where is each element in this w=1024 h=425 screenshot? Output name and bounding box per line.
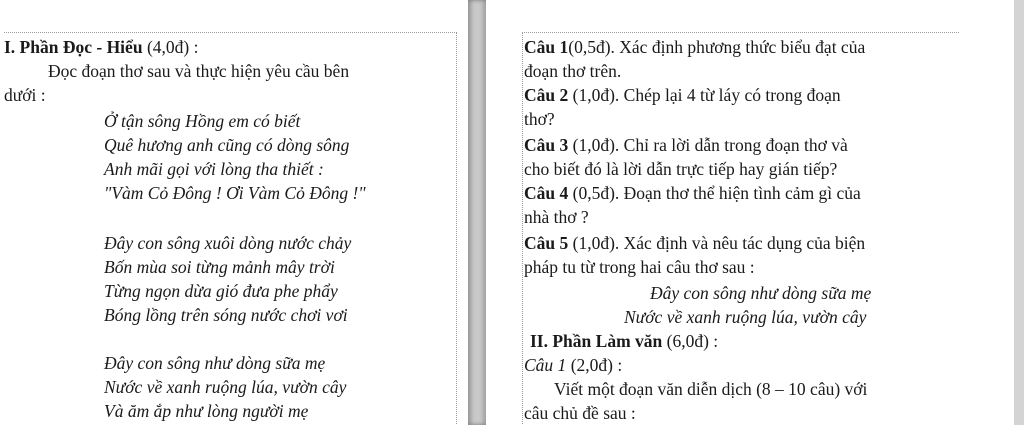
part2-heading-bold: II. Phần Làm văn xyxy=(530,331,663,351)
essay-question-1-score: (2,0đ) : xyxy=(566,355,623,375)
question-2-label: Câu 2 xyxy=(524,85,569,105)
question-5-cont: pháp tu từ trong hai câu thơ sau : xyxy=(524,257,755,277)
quoted-verse-line: Đây con sông như dòng sữa mẹ xyxy=(650,283,872,303)
question-2 xyxy=(524,84,841,106)
question-4-label: Câu 4 xyxy=(524,183,569,203)
question-4 xyxy=(524,182,861,204)
part1-heading-score: (4,0đ) : xyxy=(142,37,199,57)
question-2-text: (1,0đ). Chép lại 4 từ láy có trong đoạn xyxy=(568,85,841,105)
quoted-verse-line: Nước về xanh ruộng lúa, vườn cây xyxy=(624,307,867,327)
poem-line: Từng ngọn dừa gió đưa phe phẩy xyxy=(104,281,338,301)
essay-question-1-label: Câu 1 xyxy=(524,355,567,375)
poem-line: Và ăm ắp như lòng người mẹ xyxy=(104,401,309,421)
question-3 xyxy=(524,134,848,156)
poem-line: "Vàm Cỏ Đông ! Ơi Vàm Cỏ Đông !" xyxy=(104,183,366,203)
question-3-label: Câu 3 xyxy=(524,135,569,155)
question-1-cont: đoạn thơ trên. xyxy=(524,61,622,81)
essay-question-1-text: Viết một đoạn văn diễn dịch (8 – 10 câu) với xyxy=(554,379,868,399)
question-1 xyxy=(524,36,865,58)
left-page xyxy=(0,0,468,425)
question-3-cont: cho biết đó là lời dẫn trực tiếp hay gián tiếp? xyxy=(524,159,838,179)
poem-line: Đây con sông như dòng sữa mẹ xyxy=(104,353,326,373)
question-5-text: (1,0đ). Xác định và nêu tác dụng của biện xyxy=(568,233,866,253)
part2-heading xyxy=(530,330,718,352)
poem-line: Anh mãi gọi với lòng tha thiết : xyxy=(104,159,324,179)
question-2-cont: thơ? xyxy=(524,109,555,129)
window-right-edge xyxy=(1014,0,1024,425)
part2-heading-score: (6,0đ) : xyxy=(662,331,719,351)
question-1-label: Câu 1 xyxy=(524,37,569,57)
intro-line-2: dưới : xyxy=(4,85,46,105)
poem-line: Bóng lồng trên sóng nước chơi vơi xyxy=(104,305,348,325)
intro-line-1: Đọc đoạn thơ sau và thực hiện yêu cầu bên xyxy=(48,61,350,81)
essay-question-1 xyxy=(524,354,622,376)
right-page xyxy=(486,0,1024,425)
question-1-text: (0,5đ). Xác định phương thức biểu đạt của xyxy=(568,37,866,57)
part1-heading xyxy=(4,36,198,58)
question-5 xyxy=(524,232,865,254)
question-4-cont: nhà thơ ? xyxy=(524,207,589,227)
part1-heading-bold: I. Phần Đọc - Hiểu xyxy=(4,37,143,57)
poem-line: Nước về xanh ruộng lúa, vườn cây xyxy=(104,377,347,397)
poem-line: Ở tận sông Hồng em có biết xyxy=(104,111,301,131)
page-gutter xyxy=(468,0,486,425)
poem-line: Đây con sông xuôi dòng nước chảy xyxy=(104,233,352,253)
question-3-text: (1,0đ). Chỉ ra lời dẫn trong đoạn thơ và xyxy=(568,135,848,155)
essay-question-1-cont: câu chủ đề sau : xyxy=(524,403,636,423)
question-4-text: (0,5đ). Đoạn thơ thể hiện tình cảm gì của xyxy=(568,183,861,203)
poem-line: Quê hương anh cũng có dòng sông xyxy=(104,135,350,155)
question-5-label: Câu 5 xyxy=(524,233,569,253)
poem-line: Bốn mùa soi từng mảnh mây trời xyxy=(104,257,335,277)
